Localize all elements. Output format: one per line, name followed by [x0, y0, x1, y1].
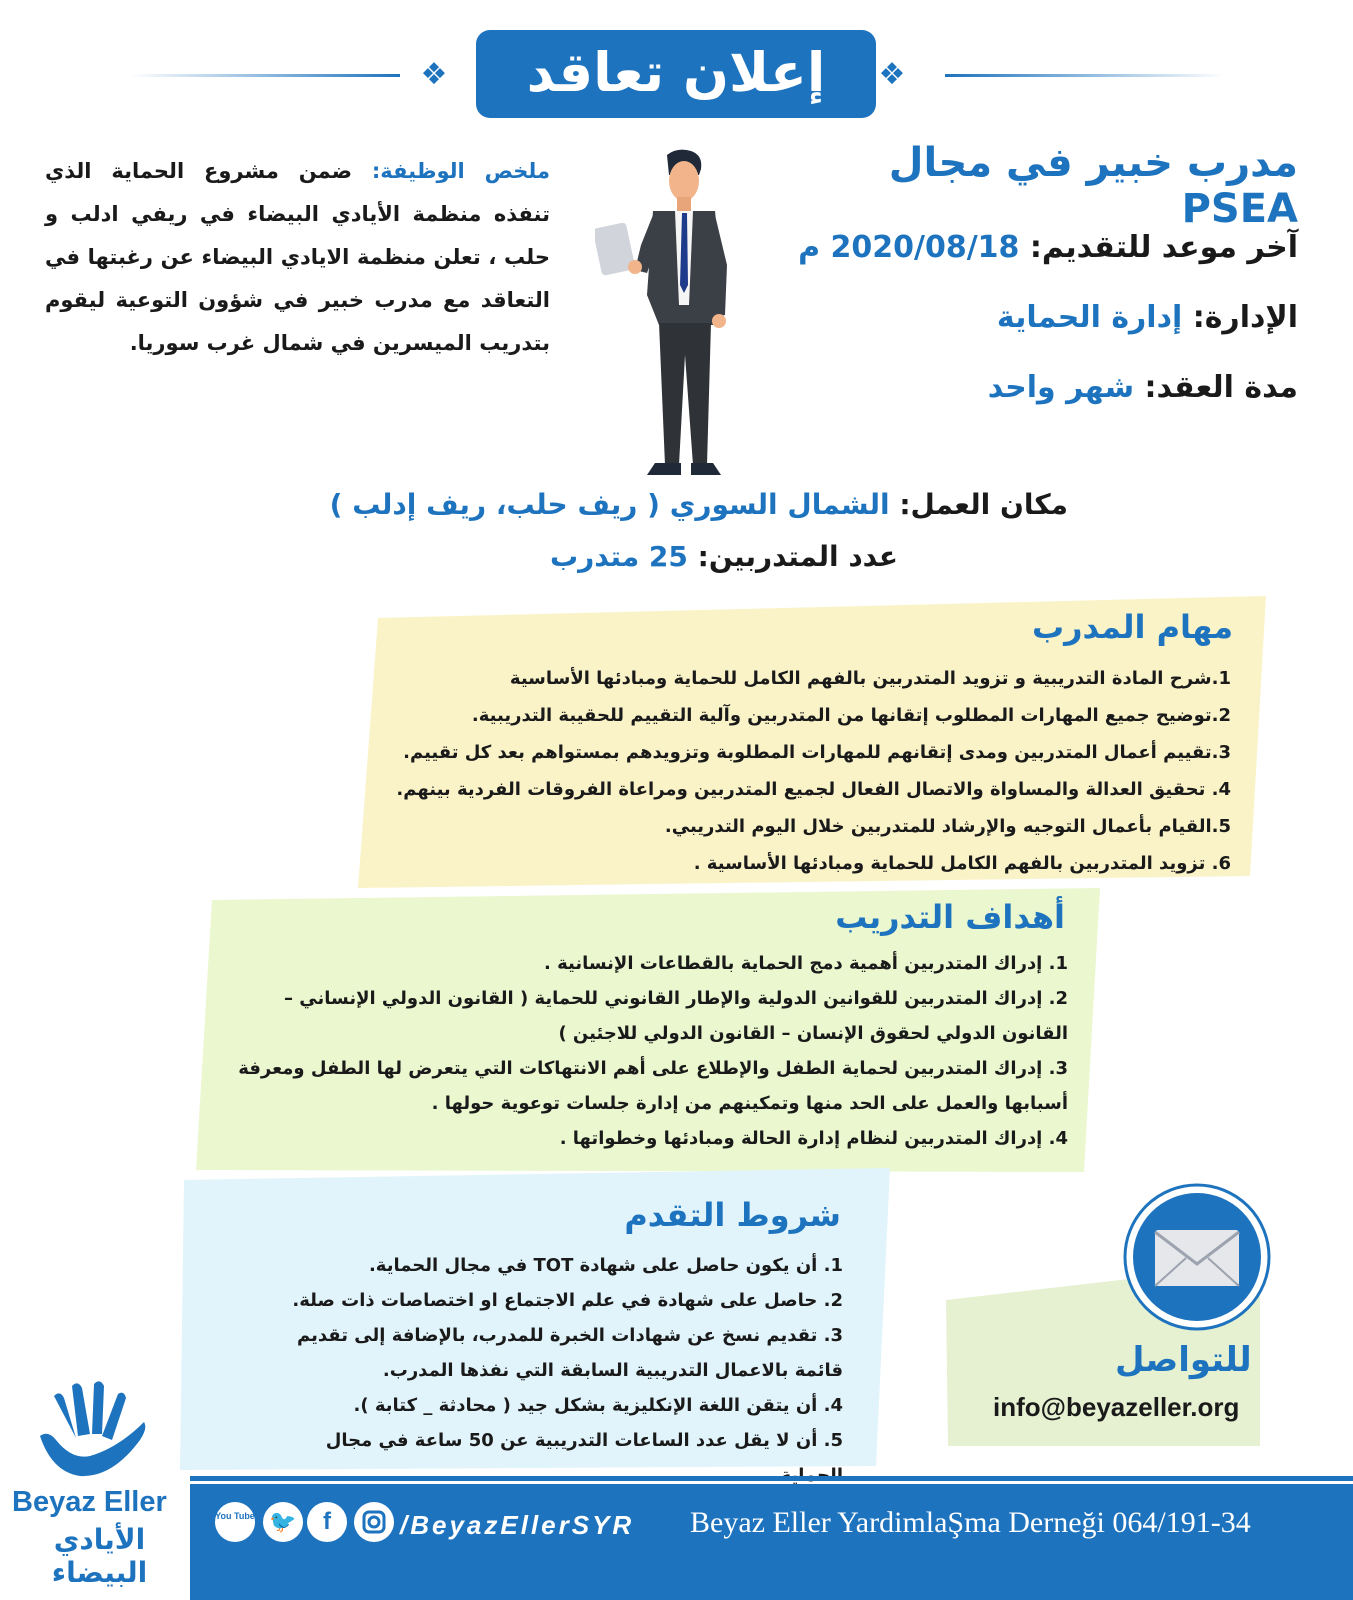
trainees-label: عدد المتدربين: — [697, 540, 898, 573]
instagram-icon[interactable] — [354, 1502, 394, 1542]
brand-name-en: Beyaz Eller — [12, 1486, 167, 1518]
contact-title: للتواصل — [1115, 1340, 1252, 1380]
list-item: 5. أن لا يقل عدد الساعات التدريبية عن 50 ساعة في مجال — [325, 1430, 843, 1451]
goals-title: أهداف التدريب — [835, 898, 1065, 936]
list-item: 2.توضيح جميع المهارات المطلوب إتقانها من المتدربين وآلية التقييم للحقيبة التدريبية. — [471, 705, 1231, 726]
youtube-icon[interactable]: You Tube — [215, 1502, 255, 1542]
list-item: 3. تقديم نسخ عن شهادات الخبرة للمدرب، بالإضافة إلى تقديم قائمة بالاعمال التدريبية السابقة التي نفذها المدرب. — [297, 1325, 843, 1381]
deadline-value: 2020/08/18 م — [798, 230, 1020, 265]
footer-rule — [190, 1476, 1353, 1481]
requirements-title: شروط التقدم — [624, 1196, 841, 1234]
list-item: 4. أن يتقن اللغة الإنكليزية بشكل جيد ( محادثة _ كتابة ). — [353, 1395, 843, 1416]
list-item: 4. تحقيق العدالة والمساواة والاتصال الفعال لجميع المتدربين ومراعاة الفروقات الفردية بينهم. — [396, 779, 1231, 800]
email-icon[interactable] — [1122, 1182, 1272, 1332]
organization-name: Beyaz Eller YardimlaŞma Derneği 064/191-34 — [690, 1506, 1251, 1539]
tasks-title: مهام المدرب — [1031, 608, 1233, 646]
white-hand-logo — [32, 1378, 152, 1483]
diamond-icon: ❖ — [878, 57, 906, 92]
twitter-icon[interactable]: 🐦 — [263, 1502, 303, 1542]
location-label: مكان العمل: — [899, 488, 1068, 521]
tasks-list — [371, 660, 1231, 882]
requirements-list — [268, 1248, 843, 1493]
duration-value: شهر واحد — [987, 370, 1135, 405]
goals-list — [238, 946, 1068, 1156]
list-item: 3. إدراك المتدربين لحماية الطفل والإطلاع على أهم الانتهاكات التي يتعرض لها الطفل ومعرفة أسبابها والعمل على الحد منها وتمكينهم من إدارة جلسات توعوية حولها . — [238, 1058, 1068, 1114]
list-item: 5.القيام بأعمال التوجيه والإرشاد للمتدربين خلال اليوم التدريبي. — [664, 816, 1231, 837]
list-item: 3.تقييم أعمال المتدربين ومدى إتقانهم للمهارات المطلوبة وتزويدهم بمستواهم بعد كل تقييم. — [403, 742, 1231, 763]
deadline-label: آخر موعد للتقديم: — [1029, 230, 1298, 265]
summary-text: ضمن مشروع الحماية الذي تنفذه منظمة الأيادي البيضاء في ريفي ادلب و حلب ، تعلن منظمة الايادي البيضاء عن رغبتها في التعاقد مع مدرب خبير في شؤون التوعية ليقوم بتدريب الميسرين في شمال غرب سوريا. — [45, 159, 550, 355]
list-item: 4. إدراك المتدربين لنظام إدارة الحالة ومبادئها وخطواتها . — [559, 1128, 1068, 1149]
location-value: الشمال السوري ( ريف حلب، ريف إدلب ) — [329, 488, 890, 521]
summary-label: ملخص الوظيفة: — [371, 159, 550, 183]
list-item: 2. حاصل على شهادة في علم الاجتماع او اختصاصات ذات صلة. — [292, 1290, 843, 1311]
duration-label: مدة العقد: — [1144, 370, 1298, 405]
list-item: 1.شرح المادة التدريبية و تزويد المتدربين بالفهم الكامل للحماية ومبادئها الأساسية — [509, 668, 1231, 689]
list-item: 1. إدراك المتدربين أهمية دمج الحماية بالقطاعات الإنسانية . — [543, 953, 1068, 974]
contact-email[interactable]: info@beyazeller.org — [993, 1392, 1240, 1422]
brand-name-ar: الأيادي البيضاء — [51, 1523, 148, 1589]
department-label: الإدارة: — [1192, 300, 1298, 335]
diamond-icon: ❖ — [420, 57, 448, 92]
facebook-icon[interactable]: f — [307, 1502, 347, 1542]
page-title: إعلان تعاقد — [476, 30, 876, 118]
trainees-value: 25 متدرب — [549, 540, 688, 573]
department-value: إدارة الحماية — [996, 300, 1183, 335]
list-item: 2. إدراك المتدربين للقوانين الدولية والإطار القانوني للحماية ( القانون الدولي الإنساني – القانون الدولي لحقوق الإنسان – القانون الدولي للاجئين ) — [284, 988, 1068, 1044]
social-handle[interactable]: /BeyazEllerSYR — [400, 1510, 635, 1540]
list-item: 6. تزويد المتدربين بالفهم الكامل للحماية ومبادئها الأساسية . — [693, 853, 1231, 874]
job-title: مدرب خبير في مجال PSEA — [888, 140, 1298, 232]
list-item: 1. أن يكون حاصل على شهادة TOT في مجال الحماية. — [368, 1255, 843, 1276]
